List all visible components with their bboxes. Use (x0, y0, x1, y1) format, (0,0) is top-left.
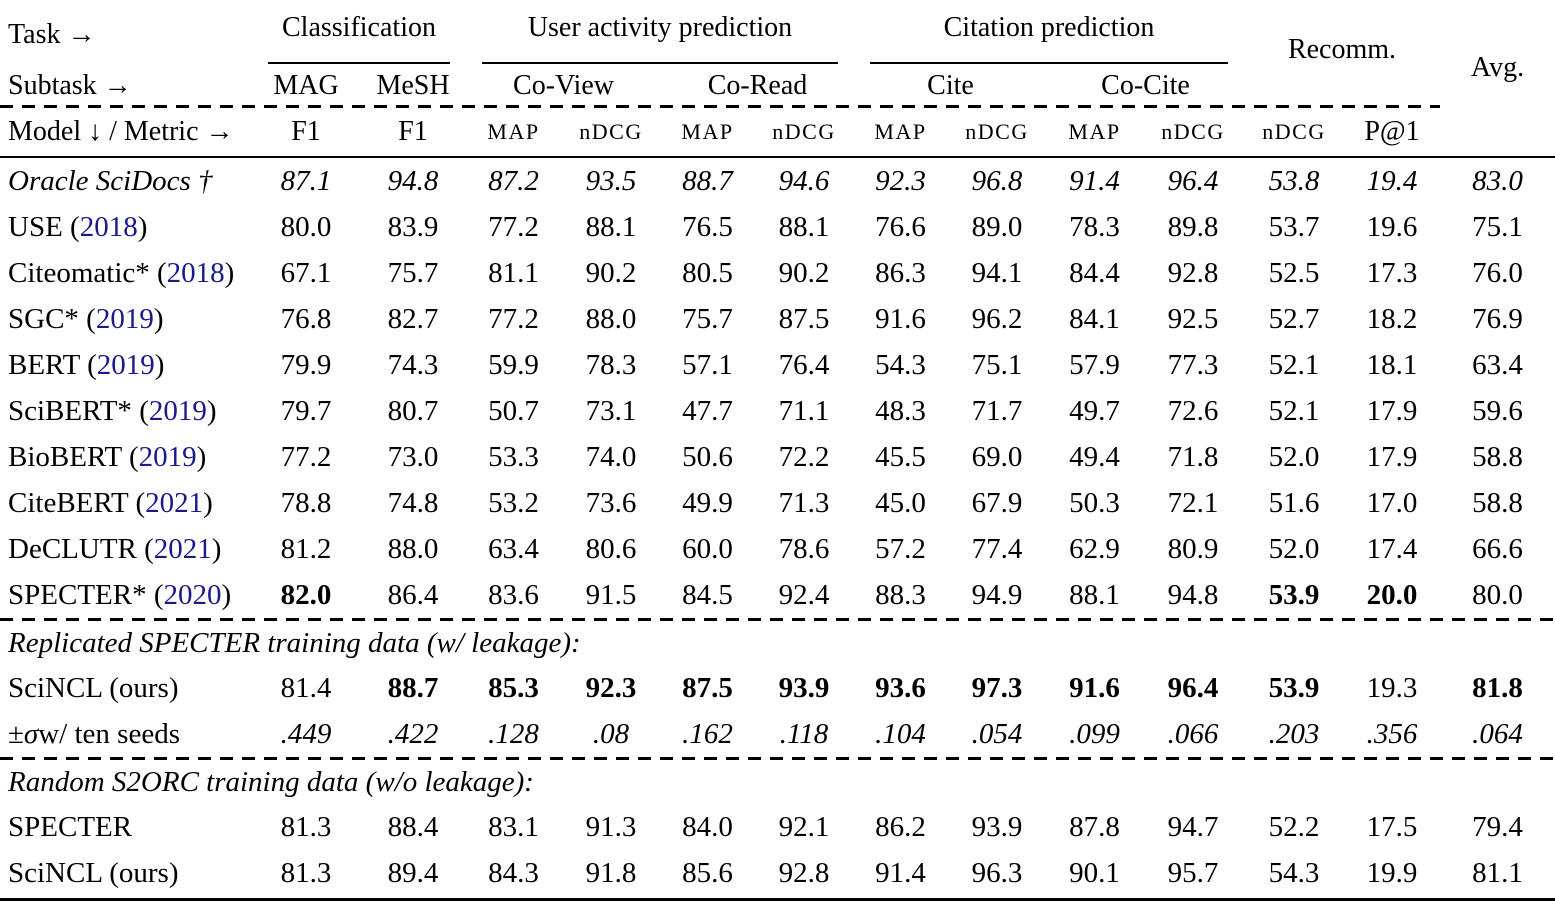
user-activity-underline (482, 62, 838, 64)
value-cell: 74.8 (387, 486, 439, 519)
value-cell: 51.6 (1268, 486, 1320, 519)
value-cell: 52.2 (1268, 810, 1320, 843)
value-cell: 17.0 (1366, 486, 1418, 519)
value-cell: 83.0 (1472, 164, 1523, 197)
value-cell: 53.7 (1268, 210, 1320, 243)
citation-year-link[interactable]: 2019 (148, 394, 207, 427)
value-cell: .064 (1472, 717, 1523, 750)
value-cell: 19.9 (1366, 856, 1418, 889)
metric-map-coview: MAP (487, 119, 540, 144)
value-cell: .128 (488, 717, 539, 750)
value-cell: 90.1 (1069, 856, 1120, 889)
value-cell: 88.1 (1069, 578, 1120, 611)
value-cell: .118 (779, 717, 829, 750)
value-cell: 80.0 (1472, 578, 1523, 611)
value-cell: 78.8 (280, 486, 332, 519)
value-cell: 88.7 (387, 671, 439, 704)
value-cell: 57.1 (682, 348, 733, 381)
value-cell: 92.3 (585, 671, 637, 704)
value-cell: 74.0 (585, 440, 637, 473)
model-name-cell: Oracle SciDocs † (8, 164, 213, 197)
value-cell: 52.7 (1268, 302, 1320, 335)
value-cell: 45.5 (875, 440, 926, 473)
column-group-classification (252, 6, 466, 64)
value-cell: 84.1 (1069, 302, 1120, 335)
value-cell: 92.3 (875, 164, 926, 197)
value-cell: 59.6 (1472, 394, 1523, 427)
subtask-mag: MAG (273, 70, 339, 101)
results-table (0, 6, 1555, 901)
value-cell: 92.4 (778, 578, 830, 611)
value-cell: 71.3 (778, 486, 830, 519)
model-name-cell: SGC* ( 2019 ) (8, 302, 164, 335)
value-cell: 54.3 (1268, 856, 1320, 889)
value-cell: 74.3 (387, 348, 439, 381)
value-cell: 75.1 (971, 348, 1023, 381)
value-cell: 57.9 (1069, 348, 1120, 381)
metric-map-cite: MAP (874, 119, 927, 144)
value-cell: 81.4 (280, 671, 332, 704)
value-cell: 85.6 (682, 856, 733, 889)
column-group-recommendation (1244, 6, 1440, 108)
value-cell: 90.2 (778, 256, 830, 289)
subtask-co-read: Co-Read (707, 70, 808, 101)
value-cell: 83.9 (387, 210, 439, 243)
value-cell: 53.3 (488, 440, 539, 473)
value-cell: 86.3 (875, 256, 926, 289)
value-cell: 18.1 (1366, 348, 1418, 381)
value-cell: 71.7 (971, 394, 1023, 427)
value-cell: 84.5 (682, 578, 733, 611)
model-name-segment: ± (8, 717, 24, 750)
value-cell: 60.0 (682, 532, 733, 565)
value-cell: 76.9 (1472, 302, 1523, 335)
citation-year-link[interactable]: 2019 (96, 348, 155, 381)
value-cell: 17.4 (1366, 532, 1418, 565)
value-cell: 94.8 (1167, 578, 1219, 611)
header-spacer (1440, 108, 1555, 156)
metric-ndcg-cocite: nDCG (1161, 119, 1225, 144)
value-cell: 94.8 (387, 164, 439, 197)
value-cell: 84.4 (1069, 256, 1120, 289)
value-cell: 17.9 (1366, 440, 1418, 473)
value-cell: 75.1 (1472, 210, 1523, 243)
value-cell: 89.4 (387, 856, 439, 889)
value-cell: 78.3 (585, 348, 637, 381)
model-name-cell: SciBERT* ( 2019 ) (8, 394, 217, 427)
value-cell: 96.3 (971, 856, 1023, 889)
value-cell: 94.6 (778, 164, 830, 197)
value-cell: .449 (280, 717, 332, 750)
value-cell: 92.5 (1167, 302, 1219, 335)
value-cell: 52.0 (1268, 440, 1320, 473)
value-cell: 52.5 (1268, 256, 1320, 289)
value-cell: 67.9 (971, 486, 1023, 519)
value-cell: 96.8 (971, 164, 1023, 197)
value-cell: 62.9 (1069, 532, 1120, 565)
subtask-co-cite: Co-Cite (1101, 70, 1190, 101)
value-cell: .104 (875, 717, 926, 750)
value-cell: 81.8 (1472, 671, 1523, 704)
value-cell: 80.5 (682, 256, 733, 289)
value-cell: 88.4 (387, 810, 439, 843)
value-cell: 53.8 (1268, 164, 1320, 197)
value-cell: 87.2 (488, 164, 539, 197)
value-cell: 50.7 (488, 394, 539, 427)
classification-underline (268, 62, 450, 64)
value-cell: 88.3 (875, 578, 926, 611)
value-cell: 69.0 (971, 440, 1023, 473)
value-cell: 50.3 (1069, 486, 1120, 519)
value-cell: 52.0 (1268, 532, 1320, 565)
value-cell: 72.6 (1167, 394, 1219, 427)
value-cell: 81.3 (280, 856, 332, 889)
value-cell: 52.1 (1268, 394, 1320, 427)
value-cell: 92.8 (778, 856, 830, 889)
model-name-segment: σ (23, 717, 39, 750)
model-name-cell: CiteBERT ( 2021 ) (8, 486, 213, 519)
value-cell: 87.8 (1069, 810, 1120, 843)
value-cell: 71.8 (1167, 440, 1219, 473)
value-cell: 76.4 (778, 348, 830, 381)
value-cell: 87.1 (280, 164, 332, 197)
value-cell: 87.5 (778, 302, 830, 335)
value-cell: 75.7 (682, 302, 733, 335)
column-avg (1440, 6, 1555, 108)
value-cell: 89.8 (1167, 210, 1219, 243)
value-cell: 63.4 (1472, 348, 1523, 381)
value-cell: 47.7 (682, 394, 733, 427)
citation-year-link[interactable]: 2018 (79, 210, 138, 243)
value-cell: 72.1 (1167, 486, 1219, 519)
value-cell: 94.1 (971, 256, 1023, 289)
value-cell: 81.1 (488, 256, 539, 289)
value-cell: 17.3 (1366, 256, 1418, 289)
model-name-cell: Citeomatic* ( 2018 ) (8, 256, 235, 289)
value-cell: 89.0 (971, 210, 1023, 243)
value-cell: 91.3 (585, 810, 637, 843)
value-cell: .054 (971, 717, 1023, 750)
value-cell: 19.4 (1366, 164, 1418, 197)
model-name-cell: SciNCL (ours) (8, 856, 179, 889)
subtask-mesh: MeSH (376, 70, 450, 101)
value-cell: 80.6 (585, 532, 637, 565)
header-dashed-rule (0, 105, 1440, 108)
metric-ndcg-cite: nDCG (965, 119, 1029, 144)
column-group-user-activity (466, 6, 854, 64)
value-cell: 79.9 (280, 348, 332, 381)
value-cell: 91.8 (585, 856, 637, 889)
subtask-row-label: Subtask → (8, 70, 132, 101)
value-cell: 83.1 (488, 810, 539, 843)
value-cell: 76.5 (682, 210, 733, 243)
model-name-cell: USE ( 2018 ) (8, 210, 148, 243)
value-cell: .356 (1366, 717, 1418, 750)
citation-year-link[interactable]: 2018 (166, 256, 225, 289)
model-metric-row-label: Model ↓ / Metric → (8, 116, 234, 147)
value-cell: 73.0 (387, 440, 439, 473)
value-cell: 93.9 (971, 810, 1023, 843)
value-cell: 90.2 (585, 256, 637, 289)
value-cell: 88.1 (778, 210, 830, 243)
subtask-cite: Cite (927, 70, 974, 101)
value-cell: 75.7 (387, 256, 439, 289)
value-cell: 66.6 (1472, 532, 1523, 565)
value-cell: 96.4 (1167, 671, 1219, 704)
value-cell: 91.4 (1069, 164, 1120, 197)
value-cell: 20.0 (1366, 578, 1418, 611)
citation-year-link[interactable]: 2019 (95, 302, 154, 335)
model-name-cell: SPECTER* ( 2020 ) (8, 578, 232, 611)
value-cell: 77.2 (488, 210, 539, 243)
value-cell: .162 (682, 717, 733, 750)
value-cell: .422 (387, 717, 439, 750)
value-cell: 88.0 (387, 532, 439, 565)
value-cell: 73.6 (585, 486, 637, 519)
metric-map-coread: MAP (681, 119, 734, 144)
value-cell: 54.3 (875, 348, 926, 381)
section-header: Replicated SPECTER training data (w/ leakage): (8, 626, 581, 659)
value-cell: 79.7 (280, 394, 332, 427)
citation-year-link[interactable]: 2019 (138, 440, 197, 473)
metric-p-at-1: P@1 (1364, 116, 1420, 147)
value-cell: 84.3 (488, 856, 539, 889)
value-cell: 93.6 (875, 671, 926, 704)
value-cell: 86.2 (875, 810, 926, 843)
value-cell: 91.6 (875, 302, 926, 335)
value-cell: 82.0 (280, 578, 332, 611)
metric-ndcg-coview: nDCG (579, 119, 643, 144)
value-cell: 94.7 (1167, 810, 1219, 843)
metric-ndcg-recomm: nDCG (1262, 119, 1326, 144)
metric-f1-mesh: F1 (398, 116, 428, 147)
value-cell: 63.4 (488, 532, 539, 565)
value-cell: 81.3 (280, 810, 332, 843)
value-cell: 88.0 (585, 302, 637, 335)
model-name-segment: w/ ten seeds (38, 717, 180, 750)
value-cell: 18.2 (1366, 302, 1418, 335)
value-cell: 45.0 (875, 486, 926, 519)
value-cell: 78.3 (1069, 210, 1120, 243)
value-cell: 87.5 (682, 671, 733, 704)
value-cell: 82.7 (387, 302, 439, 335)
value-cell: 81.2 (280, 532, 332, 565)
value-cell: 53.9 (1268, 578, 1320, 611)
model-name-cell: DeCLUTR ( 2021 ) (8, 532, 222, 565)
value-cell: 94.9 (971, 578, 1023, 611)
value-cell: 96.4 (1167, 164, 1219, 197)
citation-year-link[interactable]: 2021 (145, 486, 204, 519)
metric-map-cocite: MAP (1068, 119, 1121, 144)
value-cell: 88.7 (682, 164, 733, 197)
value-cell: 80.9 (1167, 532, 1219, 565)
value-cell: 91.6 (1069, 671, 1120, 704)
value-cell: 72.2 (778, 440, 830, 473)
citation-year-link[interactable]: 2021 (153, 532, 212, 565)
value-cell: 53.9 (1268, 671, 1320, 704)
metric-ndcg-coread: nDCG (772, 119, 836, 144)
value-cell: 97.3 (971, 671, 1023, 704)
value-cell: .08 (592, 717, 630, 750)
section-header: Random S2ORC training data (w/o leakage): (8, 765, 534, 798)
value-cell: 84.0 (682, 810, 733, 843)
model-name-cell (0, 711, 252, 757)
value-cell: 78.6 (778, 532, 830, 565)
metric-f1-mag: F1 (291, 116, 321, 147)
group-citation-label: Citation prediction (943, 12, 1155, 43)
value-cell: 17.5 (1366, 810, 1418, 843)
value-cell: 67.1 (280, 256, 332, 289)
value-cell: 88.1 (585, 210, 637, 243)
value-cell: 77.3 (1167, 348, 1219, 381)
model-name-cell: BERT ( 2019 ) (8, 348, 165, 381)
value-cell: 91.5 (585, 578, 637, 611)
value-cell: 71.1 (778, 394, 830, 427)
value-cell: 19.3 (1366, 671, 1418, 704)
value-cell: 53.2 (488, 486, 539, 519)
value-cell: .099 (1069, 717, 1120, 750)
value-cell: 92.8 (1167, 256, 1219, 289)
value-cell: 57.2 (875, 532, 926, 565)
value-cell: 83.6 (488, 578, 539, 611)
value-cell: 96.2 (971, 302, 1023, 335)
value-cell: 58.8 (1472, 486, 1523, 519)
value-cell: 52.1 (1268, 348, 1320, 381)
subtask-co-view: Co-View (513, 70, 614, 101)
value-cell: 92.1 (778, 810, 830, 843)
value-cell: 80.0 (280, 210, 332, 243)
value-cell: 48.3 (875, 394, 926, 427)
value-cell: 91.4 (875, 856, 926, 889)
value-cell: 50.6 (682, 440, 733, 473)
citation-year-link[interactable]: 2020 (163, 578, 222, 611)
group-recommendation-label: Recomm. (1287, 34, 1397, 65)
model-name-cell: SPECTER (8, 810, 133, 843)
value-cell: 76.6 (875, 210, 926, 243)
value-cell: .203 (1268, 717, 1320, 750)
value-cell: 49.4 (1069, 440, 1120, 473)
value-cell: 49.9 (682, 486, 733, 519)
value-cell: 86.4 (387, 578, 439, 611)
group-classification-label: Classification (282, 12, 436, 43)
column-avg-label: Avg. (1470, 52, 1525, 83)
value-cell: .066 (1167, 717, 1219, 750)
value-cell: 85.3 (488, 671, 539, 704)
value-cell: 73.1 (585, 394, 637, 427)
value-cell: 17.9 (1366, 394, 1418, 427)
value-cell: 77.2 (488, 302, 539, 335)
value-cell: 80.7 (387, 394, 439, 427)
task-row-label: Task → (8, 19, 96, 50)
value-cell: 81.1 (1472, 856, 1523, 889)
group-user-activity-label: User activity prediction (527, 12, 793, 43)
value-cell: 58.8 (1472, 440, 1523, 473)
value-cell: 79.4 (1472, 810, 1523, 843)
value-cell: 49.7 (1069, 394, 1120, 427)
value-cell: 77.2 (280, 440, 332, 473)
value-cell: 19.6 (1366, 210, 1418, 243)
value-cell: 93.9 (778, 671, 830, 704)
value-cell: 76.0 (1472, 256, 1523, 289)
value-cell: 93.5 (585, 164, 637, 197)
citation-underline (870, 62, 1228, 64)
value-cell: 76.8 (280, 302, 332, 335)
column-group-citation (854, 6, 1244, 64)
model-name-cell: SciNCL (ours) (8, 671, 179, 704)
value-cell: 95.7 (1167, 856, 1219, 889)
value-cell: 77.4 (971, 532, 1023, 565)
value-cell: 59.9 (488, 348, 539, 381)
model-name-cell: BioBERT ( 2019 ) (8, 440, 207, 473)
